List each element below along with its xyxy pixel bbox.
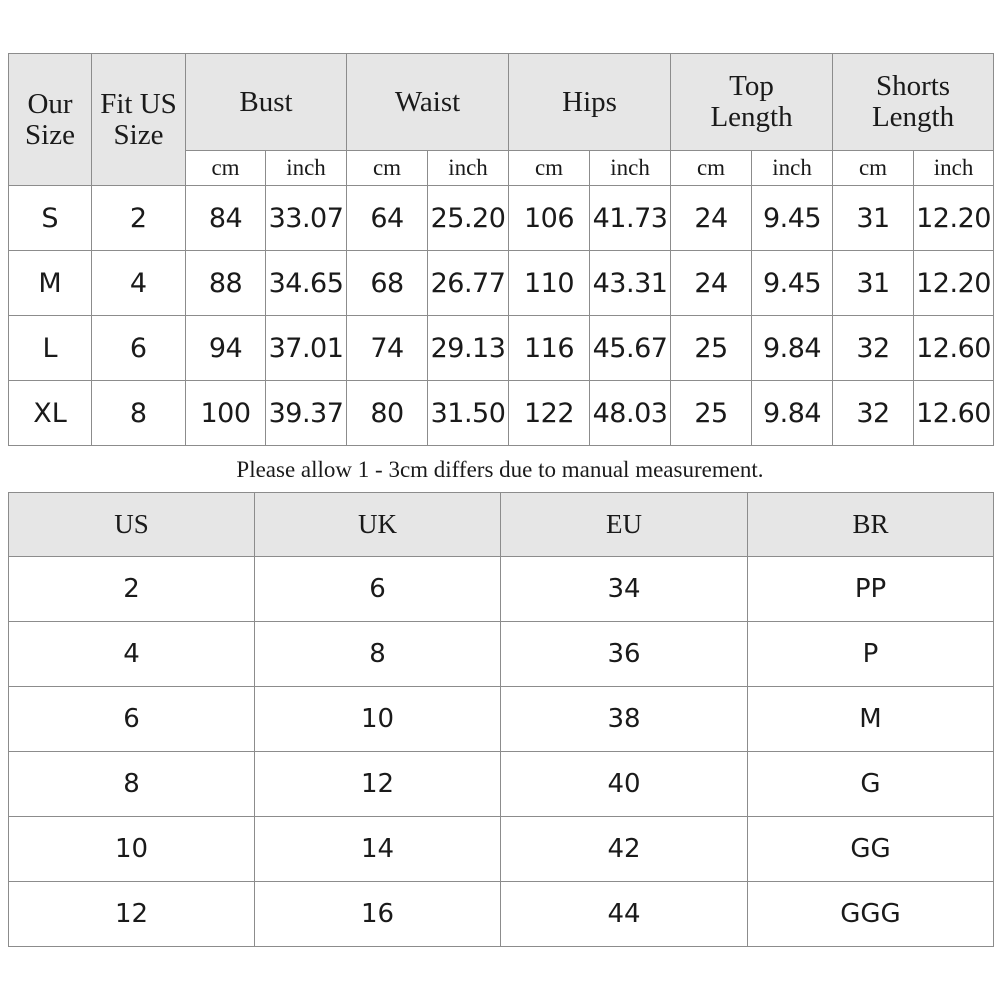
unit-cell: cm [671,151,752,186]
conversion-cell: 8 [255,622,501,687]
our-size-cell: L [9,316,92,381]
unit-cell: inch [752,151,833,186]
size-row [9,381,994,446]
header-eu: EU [501,493,748,557]
measurement-cell: 25 [671,381,752,446]
conversion-cell: PP [748,557,994,622]
measurement-cell: 84 [186,186,266,251]
us-size-cell: 4 [92,251,186,316]
conversion-cell: P [748,622,994,687]
conversion-cell: 6 [9,687,255,752]
measurement-cell: 68 [347,251,428,316]
measurement-cell: 64 [347,186,428,251]
size-chart-table [8,53,994,446]
conversion-cell: 12 [255,752,501,817]
conversion-row [9,557,994,622]
header-top-length: Top Length [671,54,833,151]
us-size-cell: 2 [92,186,186,251]
conversion-row [9,687,994,752]
measurement-cell: 116 [509,316,590,381]
our-size-cell: XL [9,381,92,446]
conversion-row [9,622,994,687]
measurement-cell: 31 [833,186,914,251]
conversion-row [9,882,994,947]
conversion-cell: 36 [501,622,748,687]
header-us: US [9,493,255,557]
conversion-cell: 4 [9,622,255,687]
conversion-cell: 10 [9,817,255,882]
conversion-cell: GGG [748,882,994,947]
header-uk: UK [255,493,501,557]
measurement-cell: 74 [347,316,428,381]
us-size-cell: 8 [92,381,186,446]
measurement-cell: 122 [509,381,590,446]
measurement-cell: 37.01 [266,316,347,381]
size-row [9,251,994,316]
measurement-cell: 88 [186,251,266,316]
measurement-cell: 80 [347,381,428,446]
conversion-cell: 2 [9,557,255,622]
measurement-cell: 12.20 [914,186,994,251]
header-fit-us-size: Fit US Size [92,54,186,186]
measurement-cell: 12.20 [914,251,994,316]
measurement-cell: 33.07 [266,186,347,251]
our-size-cell: S [9,186,92,251]
unit-cell: inch [266,151,347,186]
measurement-cell: 31 [833,251,914,316]
measurement-cell: 32 [833,381,914,446]
conversion-cell: 38 [501,687,748,752]
measurement-cell: 26.77 [428,251,509,316]
measurement-cell: 24 [671,186,752,251]
conversion-cell: 6 [255,557,501,622]
unit-cell: cm [186,151,266,186]
measurement-cell: 45.67 [590,316,671,381]
conversion-cell: 10 [255,687,501,752]
measurement-cell: 41.73 [590,186,671,251]
conversion-row [9,817,994,882]
size-row [9,186,994,251]
conversion-cell: 40 [501,752,748,817]
size-row [9,316,994,381]
size-chart-header-row [9,54,994,151]
conversion-cell: 14 [255,817,501,882]
conversion-cell: 34 [501,557,748,622]
size-conversion-table [8,492,994,947]
measurement-cell: 94 [186,316,266,381]
conversion-cell: 8 [9,752,255,817]
measurement-cell: 31.50 [428,381,509,446]
measurement-cell: 12.60 [914,316,994,381]
conversion-cell: 44 [501,882,748,947]
unit-cell: cm [833,151,914,186]
conversion-cell: 16 [255,882,501,947]
header-hips: Hips [509,54,671,151]
measurement-cell: 34.65 [266,251,347,316]
measurement-cell: 29.13 [428,316,509,381]
measurement-cell: 12.60 [914,381,994,446]
measurement-cell: 25.20 [428,186,509,251]
measurement-cell: 100 [186,381,266,446]
measurement-cell: 25 [671,316,752,381]
measurement-cell: 43.31 [590,251,671,316]
header-br: BR [748,493,994,557]
conversion-cell: GG [748,817,994,882]
conversion-cell: M [748,687,994,752]
header-waist: Waist [347,54,509,151]
header-bust: Bust [186,54,347,151]
measurement-cell: 39.37 [266,381,347,446]
measurement-cell: 32 [833,316,914,381]
measurement-cell: 106 [509,186,590,251]
us-size-cell: 6 [92,316,186,381]
measurement-cell: 9.84 [752,316,833,381]
header-shorts-length: Shorts Length [833,54,994,151]
our-size-cell: M [9,251,92,316]
measurement-note: Please allow 1 - 3cm differs due to manual measurement. [236,457,764,482]
unit-cell: inch [428,151,509,186]
unit-cell: cm [347,151,428,186]
measurement-cell: 110 [509,251,590,316]
unit-cell: inch [590,151,671,186]
measurement-cell: 24 [671,251,752,316]
measurement-cell: 48.03 [590,381,671,446]
conversion-cell: 12 [9,882,255,947]
measurement-cell: 9.45 [752,251,833,316]
unit-cell: cm [509,151,590,186]
conversion-row [9,752,994,817]
measurement-cell: 9.45 [752,186,833,251]
conversion-cell: 42 [501,817,748,882]
header-our-size: Our Size [9,54,92,186]
unit-cell: inch [914,151,994,186]
measurement-cell: 9.84 [752,381,833,446]
conversion-cell: G [748,752,994,817]
conversion-header-row [9,493,994,557]
